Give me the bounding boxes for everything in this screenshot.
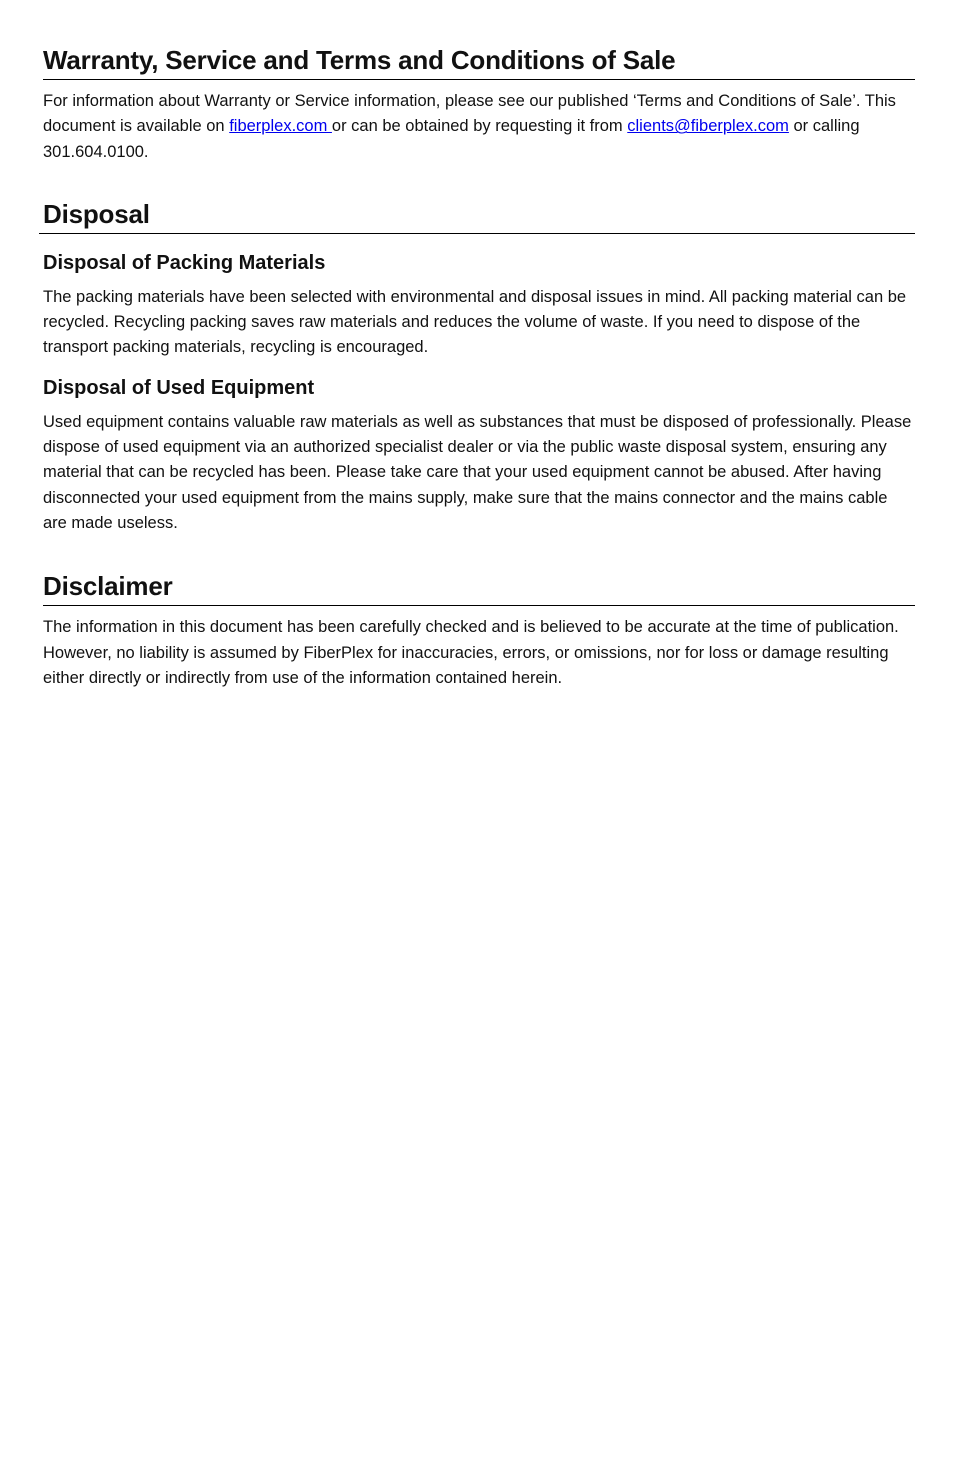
disclaimer-heading: Disclaimer xyxy=(43,570,915,606)
email-link[interactable]: clients@fiberplex.com xyxy=(627,117,789,136)
document-page xyxy=(43,0,915,691)
packing-materials-paragraph: The packing materials have been selected with environmental and disposal issues in mind. All packing material can be recycled. Recycling packing saves raw materials and reduces the volume of waste. If you need to dispose of the transport packing materials, recycling is encouraged. xyxy=(43,287,907,357)
warranty-text-end: or calling 301.604.0100. xyxy=(43,117,860,161)
website-link[interactable]: fiberplex.com xyxy=(229,117,332,136)
used-equipment-paragraph: Used equipment contains valuable raw materials as well as substances that must be disposed of professionally. Please dispose of used equipment via an authorized specialist dealer or via the public waste disposal system, ensuring any material that can be recycled has been. Please take care that your used equipment cannot be abused. After having disconnected your used equipment from the mains supply, make sure that the mains connector and the mains cable are made useless. xyxy=(43,412,912,532)
disclaimer-section xyxy=(43,570,915,691)
disposal-section xyxy=(43,198,915,536)
disposal-heading: Disposal xyxy=(39,198,915,234)
warranty-text-middle: or can be obtained by requesting it from xyxy=(331,117,628,136)
warranty-text-start: For information about Warranty or Service information, please see our published ‘Terms and Conditions of Sale’. This document is available on xyxy=(43,92,896,136)
warranty-heading: Warranty, Service and Terms and Conditions of Sale xyxy=(43,44,915,80)
warranty-paragraph xyxy=(43,89,915,165)
packing-materials-heading: Disposal of Packing Materials xyxy=(43,251,326,274)
used-equipment-heading: Disposal of Used Equipment xyxy=(43,376,315,399)
disclaimer-paragraph: The information in this document has been carefully checked and is believed to be accurate at the time of publication. However, no liability is assumed by FiberPlex for inaccuracies, errors, or omissions, nor for loss or damage resulting either directly or indirectly from use of the information contained herein. xyxy=(43,618,899,687)
warranty-section xyxy=(43,44,915,165)
